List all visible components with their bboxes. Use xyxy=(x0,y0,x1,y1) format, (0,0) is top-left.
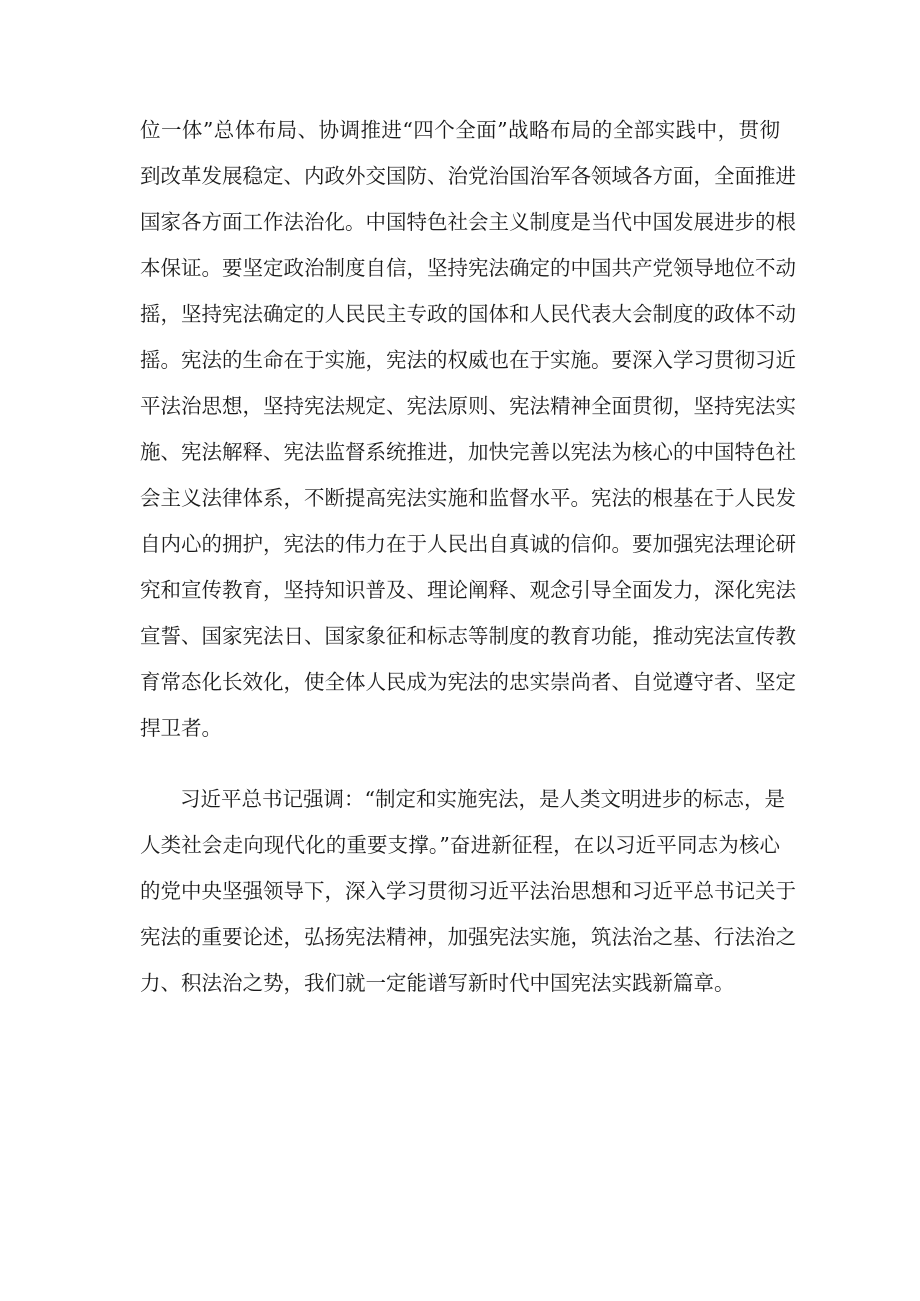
paragraph-1-line: 摇。宪法的生命在于实施，宪法的权威也在于实施。要深入学习贯彻习近 xyxy=(140,348,796,372)
paragraph-1-line: 会主义法律体系，不断提高宪法实施和监督水平。宪法的根基在于人民发 xyxy=(140,486,796,510)
paragraph-1-line: 到改革发展稳定、内政外交国防、治党治国治军各领域各方面，全面推进 xyxy=(140,164,796,188)
paragraph-1-line: 平法治思想，坚持宪法规定、宪法原则、宪法精神全面贯彻，坚持宪法实 xyxy=(140,394,796,418)
paragraph-1-line: 摇，坚持宪法确定的人民民主专政的国体和人民代表大会制度的政体不动 xyxy=(140,302,796,326)
paragraph-2-line: 力、积法治之势，我们就一定能谱写新时代中国宪法实践新篇章。 xyxy=(140,971,735,995)
paragraph-1-line: 自内心的拥护，宪法的伟力在于人民出自真诚的信仰。要加强宪法理论研 xyxy=(140,532,796,556)
paragraph-1-line: 本保证。要坚定政治制度自信，坚持宪法确定的中国共产党领导地位不动 xyxy=(140,256,796,280)
paragraph-1-line: 育常态化长效化，使全体人民成为宪法的忠实崇尚者、自觉遵守者、坚定 xyxy=(140,670,796,694)
paragraph-1-line: 究和宣传教育，坚持知识普及、理论阐释、观念引导全面发力，深化宪法 xyxy=(140,578,796,602)
paragraph-1-line: 位一体”总体布局、协调推进“四个全面”战略布局的全部实践中，贯彻 xyxy=(140,118,780,142)
paragraph-2-line: 人类社会走向现代化的重要支撑。”奋进新征程，在以习近平同志为核心 xyxy=(140,833,780,857)
paragraph-1-line: 捍卫者。 xyxy=(140,716,222,740)
paragraph-2-line: 的党中央坚强领导下，深入学习贯彻习近平法治思想和习近平总书记关于 xyxy=(140,879,796,903)
paragraph-1-line: 施、宪法解释、宪法监督系统推进，加快完善以宪法为核心的中国特色社 xyxy=(140,440,796,464)
paragraph-1-line: 国家各方面工作法治化。中国特色社会主义制度是当代中国发展进步的根 xyxy=(140,210,796,234)
paragraph-2-line: 习近平总书记强调：“制定和实施宪法，是人类文明进步的标志，是 xyxy=(180,787,785,811)
paragraph-1-line: 宣誓、国家宪法日、国家象征和标志等制度的教育功能，推动宪法宣传教 xyxy=(140,624,796,648)
paragraph-2-line: 宪法的重要论述，弘扬宪法精神，加强宪法实施，筑法治之基、行法治之 xyxy=(140,925,796,949)
